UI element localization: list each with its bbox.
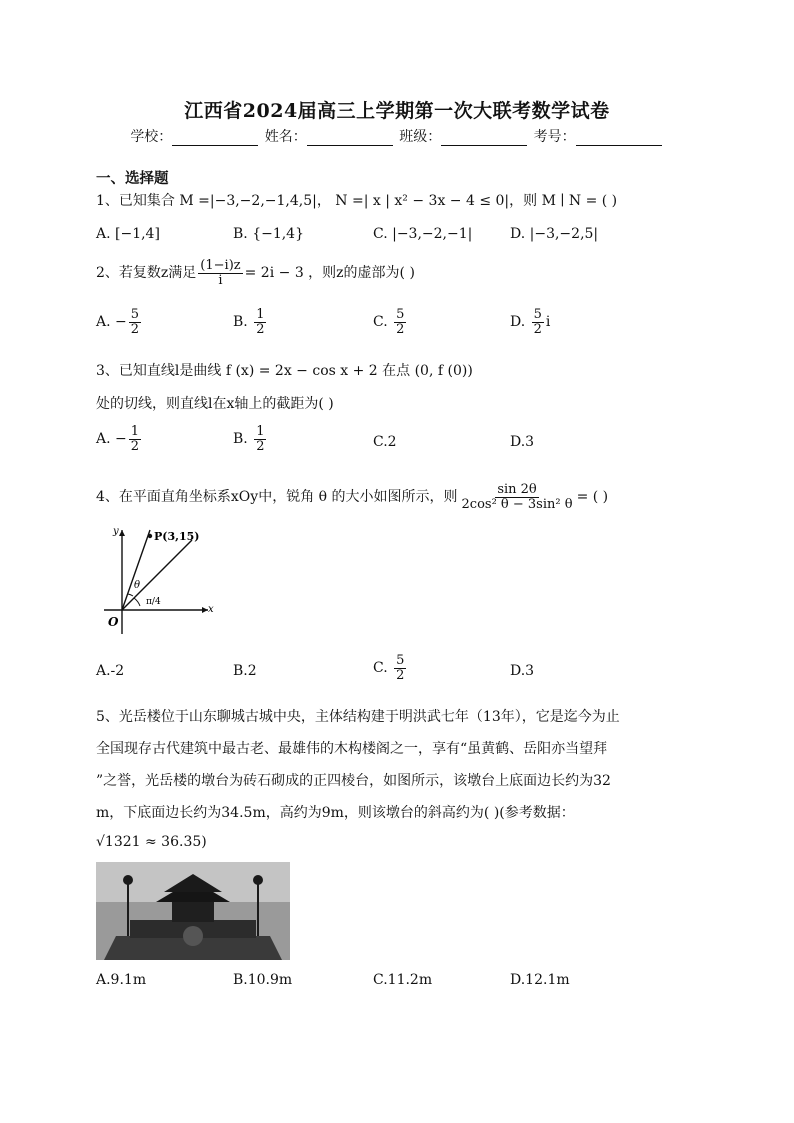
theta-label: θ bbox=[134, 580, 141, 591]
q4-stem-text: 4、在平面直角坐标系xOy中，锐角 θ 的大小如图所示，则 bbox=[96, 489, 458, 506]
q5-line-3: ”之誉，光岳楼的墩台为砖石砌成的正四棱台，如图所示，该墩台上底面边长约为32 bbox=[96, 773, 611, 789]
class-label: 班级： bbox=[399, 129, 442, 145]
q5-option-a[interactable]: A.9.1m bbox=[96, 972, 147, 988]
q3-option-b[interactable]: B. $\frac{1}{2}$ bbox=[233, 424, 265, 454]
q1-option-d[interactable]: D. |−3,−2,5| bbox=[510, 226, 599, 242]
q3-options bbox=[96, 425, 656, 465]
origin-label: O bbox=[108, 615, 119, 629]
q2-fraction: $\frac{(1-i)z}{i}$ bbox=[200, 258, 241, 288]
school-blank[interactable] bbox=[172, 131, 258, 146]
q3-option-a[interactable]: A. − $\frac{1}{2}$ bbox=[96, 424, 140, 454]
q4-fraction: $\frac{\sin 2\theta}{\text{2cos² θ − 3sin² θ}}$ bbox=[461, 482, 573, 512]
q2-stem-text: 2、若复数z满足 bbox=[96, 265, 197, 282]
exam-number-label: 考号： bbox=[533, 129, 576, 145]
q4-option-d[interactable]: D.3 bbox=[510, 663, 535, 679]
q1-option-c[interactable]: C. |−3,−2,−1| bbox=[373, 226, 473, 242]
q1-options bbox=[96, 226, 656, 246]
q4-option-a[interactable]: A.-2 bbox=[96, 663, 125, 679]
q2-option-c[interactable]: C. $\frac{5}{2}$ bbox=[373, 307, 405, 337]
name-label: 姓名： bbox=[264, 129, 307, 145]
angle-pi4-arc bbox=[134, 598, 140, 606]
q5-line-1: 5、光岳楼位于山东聊城古城中央，主体结构建于明洪武七年（13年），它是迄今为止 bbox=[96, 709, 620, 725]
q2-stem bbox=[96, 259, 415, 287]
q5-options bbox=[96, 972, 656, 992]
point-p-label: P(3,15) bbox=[154, 530, 200, 543]
q4-stem-end: = ( ) bbox=[576, 489, 609, 506]
q5-option-c[interactable]: C.11.2m bbox=[373, 972, 433, 988]
q2-options bbox=[96, 308, 656, 348]
q1-option-a[interactable]: A. [−1,4] bbox=[96, 226, 160, 242]
q1-option-b[interactable]: B. {−1,4} bbox=[233, 226, 304, 242]
q2-option-d[interactable]: D. $\frac{5}{2}$ i bbox=[510, 307, 551, 337]
name-blank[interactable] bbox=[307, 131, 393, 146]
q3-stem-line2: 处的切线，则直线l在x轴上的截距为( ) bbox=[96, 396, 334, 412]
q4-option-c[interactable]: C. $\frac{5}{2}$ bbox=[373, 653, 405, 683]
y-axis-arrow bbox=[119, 530, 125, 536]
angle-theta-arc bbox=[128, 594, 133, 596]
q1-stem: 1、已知集合 M =|−3,−2,−1,4,5|， N =| x | x² − 3x − 4 ≤ 0|，则 M ∣ N = ( ) bbox=[96, 193, 618, 209]
class-blank[interactable] bbox=[441, 131, 527, 146]
page-title: 江西省2024届高三上学期第一次大联考数学试卷 bbox=[184, 100, 610, 122]
q4-option-b[interactable]: B.2 bbox=[233, 663, 257, 679]
q5-line-5: √1321 ≈ 36.35) bbox=[96, 834, 207, 850]
pi-over-4-label: π/4 bbox=[146, 597, 161, 607]
guangyue-tower-photo bbox=[96, 862, 290, 960]
y-axis-label: y bbox=[113, 526, 119, 537]
q4-options bbox=[96, 654, 656, 694]
x-axis-label: x bbox=[208, 604, 214, 615]
q5-line-2: 全国现存古代建筑中最古老、最雄伟的木构楼阁之一，享有“虽黄鹤、岳阳亦当望拜 bbox=[96, 741, 608, 757]
q3-stem-line1: 3、已知直线l是曲线 f (x) = 2x − cos x + 2 在点 (0, f (0)) bbox=[96, 363, 473, 379]
point-p bbox=[148, 534, 152, 538]
q2-option-b[interactable]: B. $\frac{1}{2}$ bbox=[233, 307, 265, 337]
q5-option-d[interactable]: D.12.1m bbox=[510, 972, 570, 988]
q3-option-c[interactable]: C.2 bbox=[373, 434, 397, 450]
exam-number-blank[interactable] bbox=[576, 131, 662, 146]
school-label: 学校： bbox=[130, 129, 173, 145]
q5-option-b[interactable]: B.10.9m bbox=[233, 972, 293, 988]
q2-option-a[interactable]: A. − $\frac{5}{2}$ bbox=[96, 307, 140, 337]
student-info-row bbox=[0, 126, 794, 146]
q4-stem bbox=[96, 483, 608, 511]
q5-line-4: m，下底面边长约为34.5m，高约为9m，则该墩台的斜高约为( )(参考数据： bbox=[96, 805, 575, 821]
section-heading: 一、选择题 bbox=[96, 170, 169, 187]
q2-stem-end: = 2i − 3 ，则z的虚部为( ) bbox=[244, 265, 415, 282]
q3-option-d[interactable]: D.3 bbox=[510, 434, 535, 450]
q4-coordinate-figure bbox=[96, 522, 216, 640]
